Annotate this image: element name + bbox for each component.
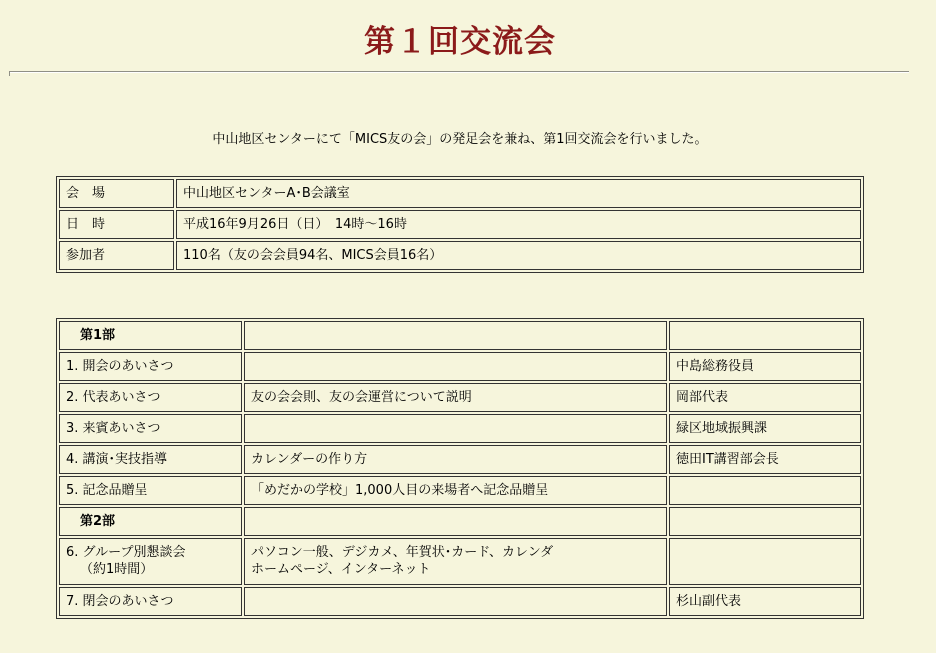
program-item: 2. 代表あいさつ [59,383,242,412]
program-table [56,318,864,619]
program-section-heading: 第1部 [59,321,242,350]
program-item-subline: （約1時間） [80,562,154,577]
program-detail [244,507,667,536]
program-row [59,445,861,474]
program-detail [244,414,667,443]
program-row-part2 [59,507,861,536]
program-row [59,587,861,616]
program-detail [244,352,667,381]
info-row-attendees [59,241,861,270]
intro-text: 中山地区センターにて「MICS友の会」の発足会を兼ね、第1回交流会を行いました。 [212,132,708,147]
program-person: 中島総務役員 [669,352,861,381]
info-row-datetime [59,210,861,239]
program-row [59,352,861,381]
program-item: 7. 閉会のあいさつ [59,587,242,616]
horizontal-rule-edge [9,71,10,76]
program-person: 徳田IT講習部会長 [669,445,861,474]
program-person [669,538,861,585]
program-item: 3. 来賓あいさつ [59,414,242,443]
program-person: 緑区地域振興課 [669,414,861,443]
program-row [59,476,861,505]
program-row-part1 [59,321,861,350]
program-person [669,321,861,350]
program-person [669,507,861,536]
program-item-line: 6. グループ別懇談会 [66,545,186,560]
program-detail [244,321,667,350]
program-person: 杉山副代表 [669,587,861,616]
program-detail: 「めだかの学校」1,000人目の来場者へ記念品贈呈 [244,476,667,505]
info-label: 参加者 [59,241,174,270]
program-detail-line: パソコン一般、デジカメ、年賀状･カード、カレンダ [251,545,554,560]
program-detail [244,538,667,585]
program-detail: 友の会会則、友の会運営について説明 [244,383,667,412]
program-item: 1. 開会のあいさつ [59,352,242,381]
program-detail [244,587,667,616]
program-row [59,414,861,443]
program-row [59,383,861,412]
info-value: 平成16年9月26日（日） 14時～16時 [176,210,861,239]
event-info-table [56,176,864,273]
program-detail-line: ホームページ、インターネット [251,562,431,577]
program-detail: カレンダーの作り方 [244,445,667,474]
program-person [669,476,861,505]
info-value: 110名（友の会会員94名、MICS会員16名） [176,241,861,270]
horizontal-rule [9,71,909,73]
program-person: 岡部代表 [669,383,861,412]
info-label: 日 時 [59,210,174,239]
program-item [59,538,242,585]
program-item: 5. 記念品贈呈 [59,476,242,505]
info-row-venue [59,179,861,208]
program-row [59,538,861,585]
program-section-heading: 第2部 [59,507,242,536]
page-title: 第１回交流会 [364,24,556,60]
program-item: 4. 講演･実技指導 [59,445,242,474]
info-value: 中山地区センターA･B会議室 [176,179,861,208]
info-label: 会 場 [59,179,174,208]
